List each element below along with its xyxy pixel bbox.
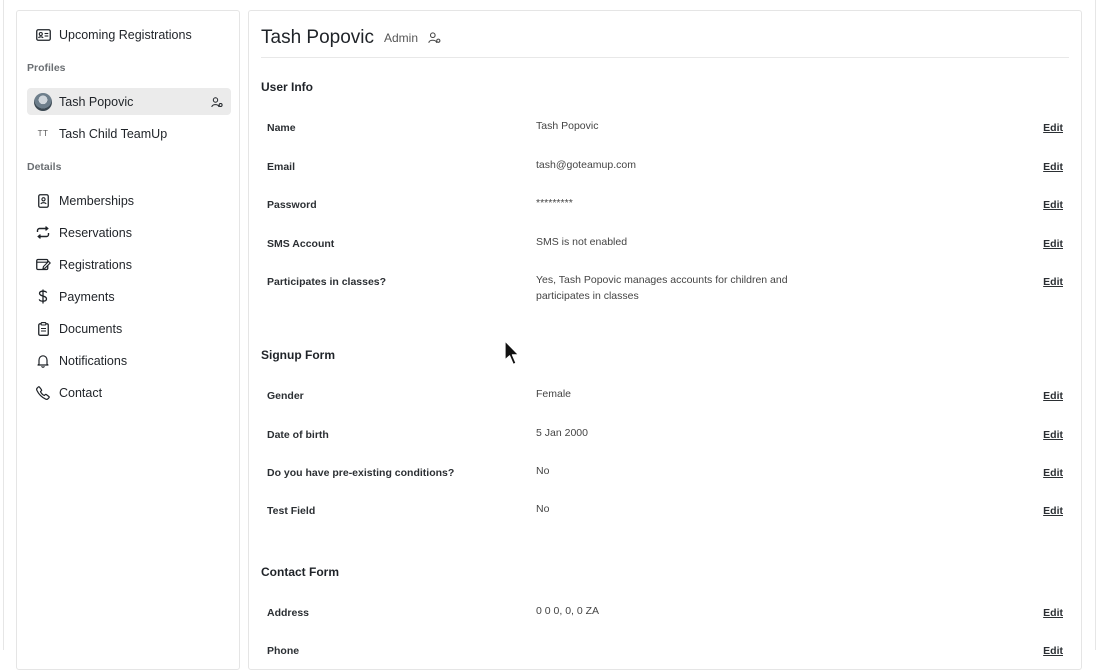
sidebar-item-reservations[interactable] [27,219,231,246]
sidebar-item-label: Upcoming Registrations [59,27,192,42]
row-label: SMS Account [267,238,335,250]
row-label: Gender [267,390,304,402]
row-value: 5 Jan 2000 [536,427,588,439]
initials-avatar: TT [37,129,49,138]
row-value: 0 0 0, 0, 0 ZA [536,605,600,617]
sidebar-item-label: Tash Child TeamUp [59,126,168,141]
role-badge: Admin [384,31,419,45]
row-value: Tash Popovic [536,120,599,132]
edit-name-link[interactable]: Edit [1043,122,1063,134]
sidebar-item-profile-tash-child-teamup[interactable] [27,120,231,147]
clipboard-icon [27,322,59,336]
sidebar-item-memberships[interactable] [27,187,231,214]
row-label: Participates in classes? [267,276,387,288]
sidebar-item-registrations[interactable] [27,251,231,278]
edit-test-field-link[interactable]: Edit [1043,505,1063,517]
bell-icon [27,354,59,368]
edit-participates-link[interactable]: Edit [1043,276,1063,288]
window-border-right [1095,0,1096,650]
sidebar-item-label: Contact [59,385,103,400]
sidebar-item-label: Memberships [59,193,135,208]
row-value: No [536,465,550,477]
row-label: Name [267,122,296,134]
sidebar-item-label: Tash Popovic [59,94,134,109]
edit-phone-link[interactable]: Edit [1043,645,1063,657]
row-value: Yes, Tash Popovic manages accounts for children and participates in classes [536,274,788,302]
edit-address-link[interactable]: Edit [1043,607,1063,619]
sidebar-item-label: Reservations [59,225,132,240]
sidebar-item-notifications[interactable] [27,347,231,374]
edit-gender-link[interactable]: Edit [1043,390,1063,402]
sidebar-item-label: Documents [59,321,123,336]
row-label: Email [267,161,296,173]
edit-date-of-birth-link[interactable]: Edit [1043,429,1063,441]
edit-email-link[interactable]: Edit [1043,161,1063,173]
header-divider [261,57,1069,58]
row-value: No [536,503,550,515]
mouse-cursor-icon [504,340,520,373]
row-value: tash@goteamup.com [536,159,636,171]
id-card-icon [27,29,59,41]
row-label: Password [267,199,317,211]
section-title-user-info: User Info [261,80,314,94]
edit-card-icon [27,258,59,271]
row-label: Do you have pre-existing conditions? [267,467,455,479]
sidebar-item-documents[interactable] [27,315,231,342]
sidebar-item-profile-tash-popovic[interactable] [27,88,231,115]
sidebar-item-label: Payments [59,289,115,304]
window-border-left [3,0,4,650]
row-label: Address [267,607,310,619]
edit-password-link[interactable]: Edit [1043,199,1063,211]
avatar [34,93,52,111]
phone-icon [27,386,59,400]
details-heading: Details [27,161,62,173]
sidebar [16,10,240,670]
repeat-icon [27,226,59,239]
edit-sms-account-link[interactable]: Edit [1043,238,1063,250]
profile-panel [248,10,1082,670]
section-title-contact-form: Contact Form [261,565,339,579]
row-label: Test Field [267,505,316,517]
section-title-signup-form: Signup Form [261,348,335,362]
user-gear-icon [428,31,441,49]
sidebar-item-payments[interactable] [27,283,231,310]
row-value: SMS is not enabled [536,236,628,248]
id-badge-icon [27,194,59,208]
sidebar-item-label: Registrations [59,257,132,272]
row-label: Phone [267,645,300,657]
row-value: Female [536,388,572,400]
sidebar-item-label: Notifications [59,353,128,368]
page-title: Tash Popovic [261,27,375,48]
dollar-icon [27,289,59,304]
edit-pre-existing-conditions-link[interactable]: Edit [1043,467,1063,479]
sidebar-item-contact[interactable] [27,379,231,406]
user-gear-icon [211,95,223,113]
row-value: ********* [536,197,573,209]
sidebar-item-upcoming-registrations[interactable] [27,21,231,48]
row-label: Date of birth [267,429,329,441]
profiles-heading: Profiles [27,62,66,74]
